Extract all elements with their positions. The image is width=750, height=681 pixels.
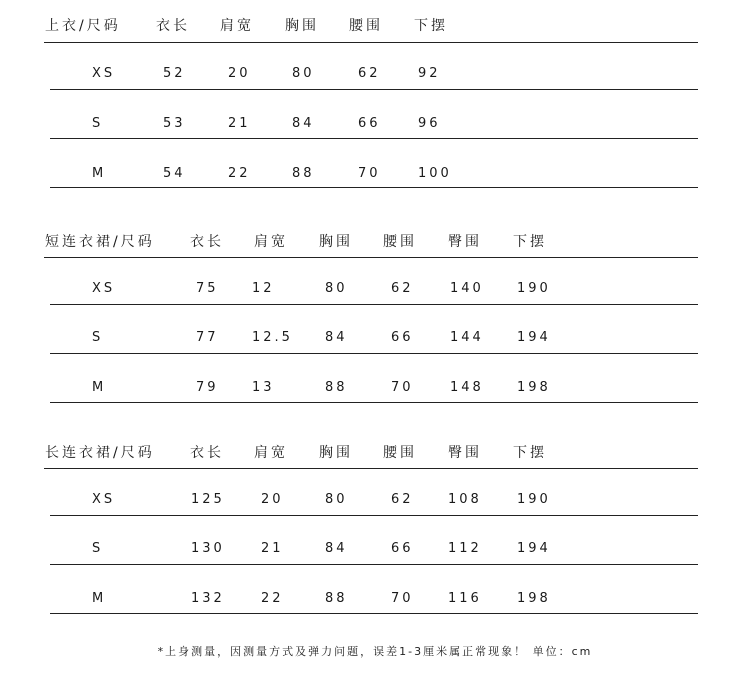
measurement-value: 198	[517, 591, 551, 606]
row-divider	[50, 613, 698, 614]
measurement-value: 198	[517, 380, 551, 395]
measurement-value: 84	[325, 330, 348, 345]
measurement-value: 88	[325, 591, 348, 606]
column-header: 胸围	[319, 234, 353, 250]
measurement-value: 88	[325, 380, 348, 395]
measurement-value: 132	[191, 591, 225, 606]
measurement-value: 84	[292, 116, 315, 131]
measurement-value: 70	[391, 380, 414, 395]
measurement-value: 66	[358, 116, 381, 131]
size-label: XS	[92, 66, 116, 81]
measurement-value: 125	[191, 492, 225, 507]
size-label: S	[92, 330, 104, 345]
measurement-value: 70	[391, 591, 414, 606]
column-header: 肩宽	[220, 18, 254, 34]
measurement-value: 88	[292, 166, 315, 181]
measurement-value: 22	[228, 166, 251, 181]
row-divider	[50, 353, 698, 354]
measurement-value: 21	[228, 116, 251, 131]
measurement-value: 194	[517, 330, 551, 345]
column-header: 肩宽	[254, 445, 288, 461]
row-divider	[50, 89, 698, 90]
measurement-value: 79	[196, 380, 219, 395]
column-header: 肩宽	[254, 234, 288, 250]
measurement-value: 80	[325, 492, 348, 507]
size-label: XS	[92, 492, 116, 507]
measurement-value: 70	[358, 166, 381, 181]
column-header: 腰围	[383, 234, 417, 250]
size-label: S	[92, 541, 104, 556]
measurement-value: 52	[163, 66, 186, 81]
measurement-value: 194	[517, 541, 551, 556]
column-header: 腰围	[349, 18, 383, 34]
measurement-value: 144	[450, 330, 484, 345]
column-header: 臀围	[448, 234, 482, 250]
measurement-value: 100	[418, 166, 452, 181]
measurement-value: 140	[450, 281, 484, 296]
measurement-value: 92	[418, 66, 441, 81]
measurement-value: 62	[391, 492, 414, 507]
measurement-value: 80	[292, 66, 315, 81]
measurement-value: 116	[448, 591, 482, 606]
measurement-value: 20	[261, 492, 284, 507]
column-header: 短连衣裙/尺码	[45, 234, 155, 250]
measurement-value: 112	[448, 541, 482, 556]
row-divider	[50, 564, 698, 565]
column-header: 衣长	[190, 234, 224, 250]
row-divider	[44, 257, 698, 258]
row-divider	[50, 187, 698, 188]
measurement-value: 190	[517, 492, 551, 507]
measurement-value: 130	[191, 541, 225, 556]
column-header: 上衣/尺码	[45, 18, 121, 34]
measurement-value: 12	[252, 281, 275, 296]
size-label: XS	[92, 281, 116, 296]
measurement-value: 84	[325, 541, 348, 556]
column-header: 腰围	[383, 445, 417, 461]
measurement-value: 20	[228, 66, 251, 81]
measurement-value: 62	[358, 66, 381, 81]
size-label: M	[92, 591, 107, 606]
measurement-value: 53	[163, 116, 186, 131]
size-label: S	[92, 116, 104, 131]
measurement-value: 75	[196, 281, 219, 296]
measurement-value: 13	[252, 380, 275, 395]
size-label: M	[92, 166, 107, 181]
column-header: 衣长	[156, 18, 190, 34]
measurement-value: 80	[325, 281, 348, 296]
column-header: 胸围	[285, 18, 319, 34]
row-divider	[44, 42, 698, 43]
column-header: 长连衣裙/尺码	[45, 445, 155, 461]
row-divider	[44, 468, 698, 469]
row-divider	[50, 515, 698, 516]
measurement-value: 21	[261, 541, 284, 556]
measurement-value: 22	[261, 591, 284, 606]
column-header: 衣长	[190, 445, 224, 461]
column-header: 下摆	[513, 445, 547, 461]
measurement-value: 12.5	[252, 330, 293, 345]
column-header: 胸围	[319, 445, 353, 461]
row-divider	[50, 138, 698, 139]
measurement-value: 96	[418, 116, 441, 131]
measurement-value: 66	[391, 541, 414, 556]
column-header: 下摆	[513, 234, 547, 250]
measurement-value: 148	[450, 380, 484, 395]
measurement-value: 77	[196, 330, 219, 345]
measurement-footnote: *上身测量，因测量方式及弹力问题，误差1-3厘米属正常现象！ 单位：cm	[157, 645, 593, 658]
row-divider	[50, 402, 698, 403]
row-divider	[50, 304, 698, 305]
measurement-value: 54	[163, 166, 186, 181]
column-header: 臀围	[448, 445, 482, 461]
measurement-value: 66	[391, 330, 414, 345]
measurement-value: 190	[517, 281, 551, 296]
column-header: 下摆	[414, 18, 448, 34]
measurement-value: 108	[448, 492, 482, 507]
measurement-value: 62	[391, 281, 414, 296]
size-label: M	[92, 380, 107, 395]
